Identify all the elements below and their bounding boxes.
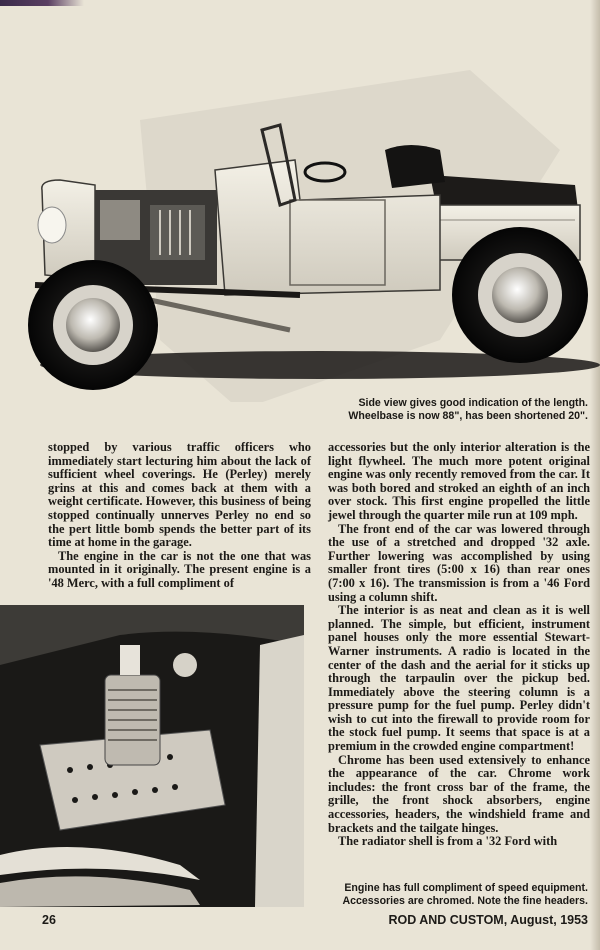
engine-illustration [0, 605, 304, 907]
engine-caption: Engine has full compliment of speed equipment. Accessories are chromed. Note the fine headers. [342, 882, 588, 907]
paragraph: The radiator shell is from a '32 Ford with [338, 834, 558, 849]
paragraph: accessories but the only interior alteration is the light flywheel. The much more potent original engine was only recently removed from the car. It was both bored and stroked an eighth of an inch over stock. This first engine propelled the little jewel through the quarter mile run at 109 mph. [328, 440, 590, 522]
paragraph: The front end of the car was lowered through the use of a stretched and dropped '32 axle. Further lowering was accomplished by using smaller front tires (5:00 x 16) than rear ones (7:00 x 16). The transmission is from a '46 Ford using a column shift. [328, 521, 590, 604]
page-number: 26 [42, 913, 56, 927]
article-column-right [328, 441, 590, 849]
article-column-left [48, 441, 311, 591]
page-edge [0, 0, 600, 6]
running-foot: ROD AND CUSTOM, August, 1953 [388, 913, 588, 927]
hot-rod-side-view-photo [0, 10, 600, 402]
engine-photo [0, 605, 304, 907]
paragraph: stopped by various traffic officers who immediately start lecturing him about the lack of sufficient wheel coverings. He (Perley) merely grins at this and comes back at them with a weight certificate. However, this business of being stopped continually unnerves Perley no end so the pert little bomb spends the better part of its time at home in the garage. [48, 440, 311, 550]
paragraph: The engine in the car is not the one that was mounted in it originally. The present engine is a '48 Merc, with a full compliment of [48, 548, 311, 590]
paragraph: The interior is as neat and clean as it is well planned. The simple, but efficient, instrument panel houses only the more essential Stewart-Warner instruments. A radio is located in the center of the dash and the aerial for it sticks up through the tarpaulin over the pickup bed. Immediately above the steering column is a pressure pump for the fuel pump. Perley didn't wish to cut into the firewall to provide room for the stock fuel pump. It seems that space is at a premium in the crowded engine compartment! [328, 603, 590, 754]
hot-rod-illustration [0, 10, 600, 402]
side-view-caption: Side view gives good indication of the length. Wheelbase is now 88", has been shortened 20". [348, 397, 588, 422]
paragraph: Chrome has been used extensively to enhance the appearance of the car. Chrome work includes: the front cross bar of the frame, the grille, the front shock absorbers, engine accessories, headers, the windshield frame and brackets and the tailgate hinges. [328, 752, 590, 835]
